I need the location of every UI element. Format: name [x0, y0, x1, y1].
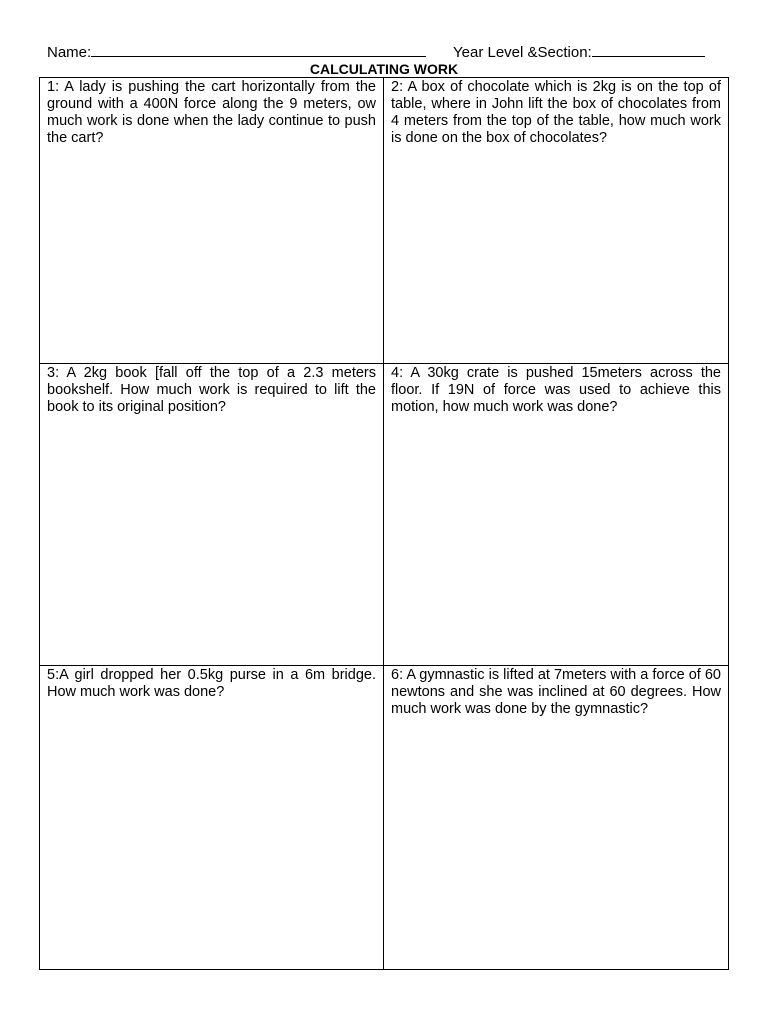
worksheet-header [47, 42, 727, 62]
section-label: Year Level &Section: [453, 44, 592, 61]
name-label: Name: [47, 44, 92, 61]
problem-cell-1[interactable] [40, 78, 384, 364]
name-field-group [47, 42, 426, 61]
problem-grid [39, 77, 729, 970]
problem-cell-5[interactable] [40, 666, 384, 969]
problem-cell-2[interactable] [384, 78, 728, 364]
problem-cell-4[interactable] [384, 364, 728, 666]
name-blank-line[interactable] [91, 42, 426, 57]
problem-text-3: 3: A 2kg book [fall off the top of a 2.3 meters bookshelf. How much work is required to lift the book to its original position? [47, 365, 376, 415]
problem-text-5: 5:A girl dropped her 0.5kg purse in a 6m bridge. How much work was done? [47, 667, 376, 700]
problem-text-1: 1: A lady is pushing the cart horizontally from the ground with a 400N force along the 9 meters, ow much work is done when the lady continue to push the cart? [47, 79, 376, 146]
problem-text-6: 6: A gymnastic is lifted at 7meters with a force of 60 newtons and she was inclined at 60 degrees. How much work was done by the gymnastic? [391, 667, 721, 717]
problem-text-4: 4: A 30kg crate is pushed 15meters across the floor. If 19N of force was used to achieve this motion, how much work was done? [391, 365, 721, 415]
problem-cell-3[interactable] [40, 364, 384, 666]
section-blank-line[interactable] [592, 42, 705, 57]
problem-text-2: 2: A box of chocolate which is 2kg is on the top of table, where in John lift the box of chocolates from 4 meters from the top of the table, how much work is done on the box of chocolates? [391, 79, 721, 146]
worksheet-title: CALCULATING WORK [309, 61, 459, 77]
problem-cell-6[interactable] [384, 666, 728, 969]
section-field-group [453, 42, 705, 61]
